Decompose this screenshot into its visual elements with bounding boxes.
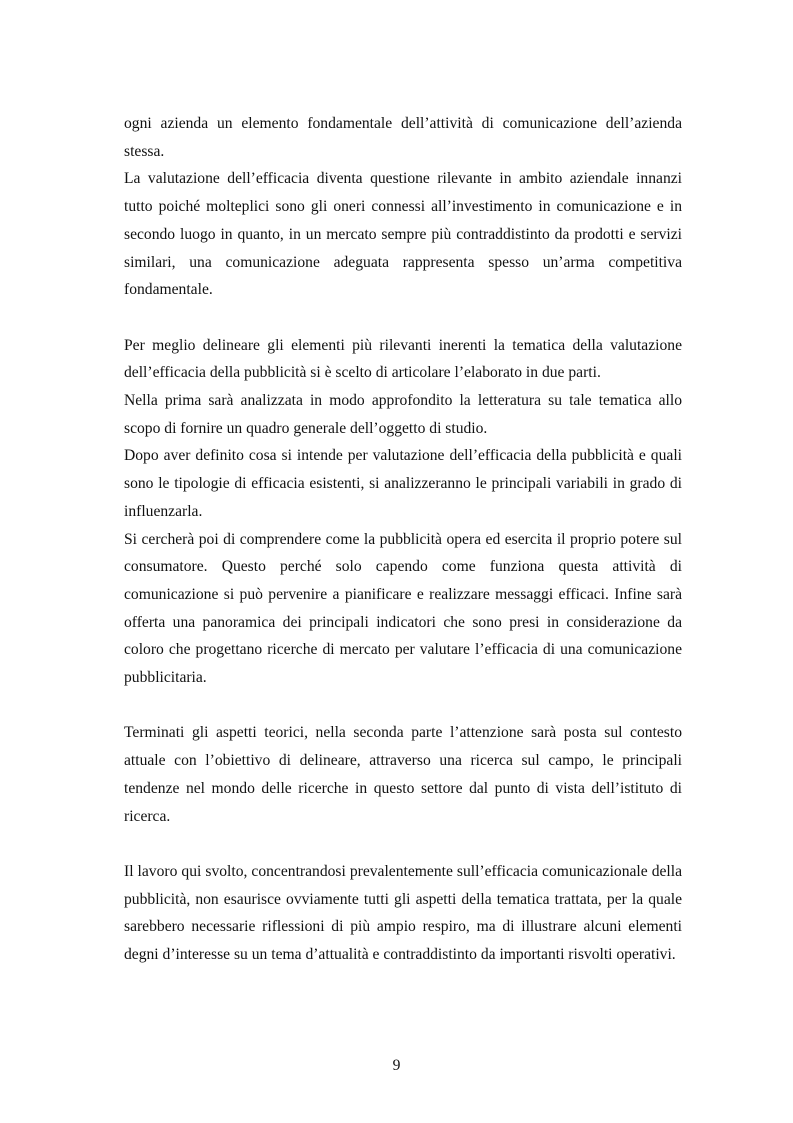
paragraph-2: La valutazione dell’efficacia diventa questione rilevante in ambito aziendale innanzi tutto poiché molteplici sono gli oneri connessi all’investimento in comunicazione e in secondo luogo in quanto, in un mercato sempre più contraddistinto da prodotti e servizi similari, una comunicazione adeguata rappresenta spesso un’arma competitiva fondamentale.	[124, 170, 682, 299]
paragraph-5: Dopo aver definito cosa si intende per valutazione dell’efficacia della pubblicità e quali sono le tipologie di efficacia esistenti, si analizzeranno le principali variabili in grado di influenzarla.	[124, 447, 682, 520]
paragraph-spacer	[124, 692, 682, 720]
paragraph-4: Nella prima sarà analizzata in modo approfondito la letteratura su tale tematica allo scopo di fornire un quadro generale dell’oggetto di studio.	[124, 392, 682, 437]
paragraph-spacer	[124, 830, 682, 858]
paragraph-6: Si cercherà poi di comprendere come la pubblicità opera ed esercita il proprio potere sul consumatore. Questo perché solo capendo come funziona questa attività di comunicazione si può pervenire a pianificare e realizzare messaggi efficaci. Infine sarà offerta una panoramica dei principali indicatori che sono presi in considerazione da coloro che progettano ricerche di mercato per valutare l’efficacia di una comunicazione pubblicitaria.	[124, 530, 682, 687]
page-number: 9	[392, 1057, 401, 1074]
paragraph-7: Terminati gli aspetti teorici, nella seconda parte l’attenzione sarà posta sul contesto attuale con l’obiettivo di delineare, attraverso una ricerca sul campo, le principali tendenze nel mondo delle ricerche in questo settore dal punto di vista dell’istituto di ricerca.	[124, 724, 682, 825]
body-text	[124, 110, 682, 969]
paragraph-spacer	[124, 304, 682, 332]
paragraph-8: Il lavoro qui svolto, concentrandosi prevalentemente sull’efficacia comunicazionale della pubblicità, non esaurisce ovviamente tutti gli aspetti della tematica trattata, per la quale sarebbero necessarie riflessioni di più ampio respiro, ma di illustrare alcuni elementi degni d’interesse su un tema d’attualità e contraddistinto da importanti risvolti operativi.	[124, 862, 682, 964]
paragraph-1: ogni azienda un elemento fondamentale dell’attività di comunicazione dell’azienda stessa.	[124, 115, 682, 160]
paragraph-3: Per meglio delineare gli elementi più rilevanti inerenti la tematica della valutazione dell’efficacia della pubblicità si è scelto di articolare l’elaborato in due parti.	[124, 336, 682, 382]
